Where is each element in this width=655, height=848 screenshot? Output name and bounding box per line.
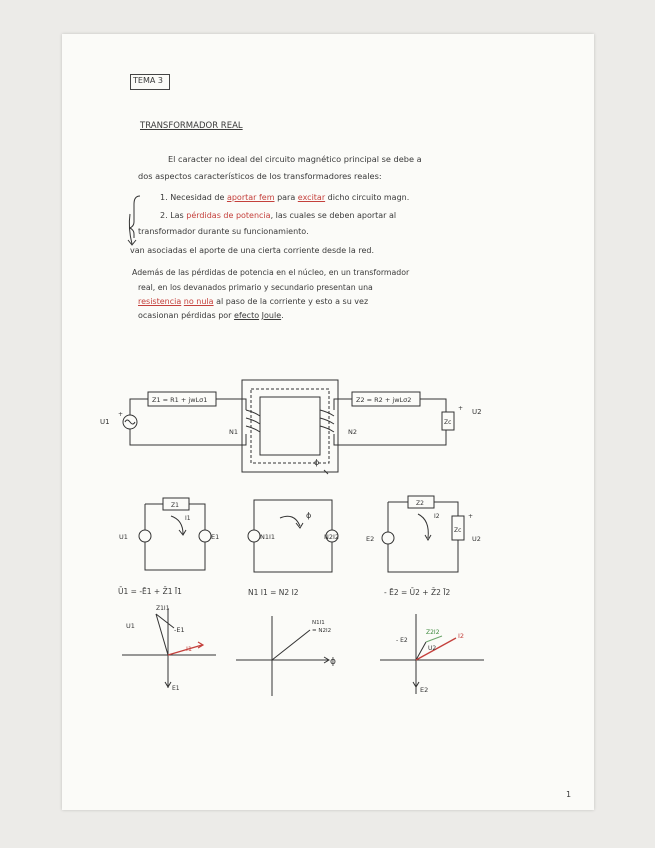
svg-text:-E1: -E1: [174, 626, 185, 634]
svg-text:- E2: - E2: [396, 637, 408, 644]
svg-text:+: +: [458, 405, 464, 412]
list-item-2-line-2: transformador durante su funcionamiento.: [138, 227, 309, 236]
equivalent-circuit-2: [238, 492, 348, 587]
svg-text:Zc: Zc: [454, 527, 462, 534]
svg-text:U2: U2: [472, 408, 482, 416]
svg-text:I2: I2: [434, 513, 440, 520]
svg-text:Z1 = R1 + jwLσ1: Z1 = R1 + jwLσ1: [152, 396, 208, 404]
list-item-2: 2. Las pérdidas de potencia, las cuales se deben aportar al: [160, 211, 397, 220]
phasor-diagram-1: [116, 600, 226, 700]
para2-line-1: Además de las pérdidas de potencia en el núcleo, en un transformador: [132, 268, 410, 277]
svg-text:Z2I2: Z2I2: [426, 629, 440, 636]
svg-text:N1I1: N1I1: [260, 533, 276, 541]
svg-text:U1: U1: [126, 622, 135, 630]
svg-text:N2I2: N2I2: [324, 533, 340, 541]
page-number: 1: [566, 790, 572, 799]
svg-text:E2: E2: [366, 535, 375, 543]
svg-text:E1: E1: [211, 533, 220, 541]
svg-text:E2: E2: [420, 686, 429, 694]
intro-line-2: dos aspectos característicos de los transformadores reales:: [138, 171, 382, 181]
topic-tag-text: TEMA 3: [133, 76, 163, 85]
para2-line-2: real, en los devanados primario y secundario presentan una: [138, 283, 373, 292]
svg-text:ϕ: ϕ: [314, 458, 320, 467]
equivalent-circuit-3: [360, 488, 500, 583]
para2-line-4: ocasionan pérdidas por efecto Joule.: [138, 311, 284, 320]
svg-text:U1: U1: [100, 418, 110, 426]
svg-text:Z1: Z1: [171, 502, 179, 509]
note-line: van asociadas el aporte de una cierta corriente desde la red.: [130, 246, 375, 255]
svg-text:I2: I2: [458, 632, 465, 640]
svg-text:U1: U1: [119, 533, 128, 541]
phasor-diagram-3: [376, 606, 496, 706]
para2-line-3: resistencia no nula al paso de la corriente y esto a su vez: [138, 297, 369, 306]
svg-text:Z2 = R2 + jwLσ2: Z2 = R2 + jwLσ2: [356, 396, 412, 404]
svg-text:Z1I1: Z1I1: [156, 605, 170, 612]
svg-text:N2: N2: [348, 428, 357, 436]
svg-text:N1I1: N1I1: [312, 620, 325, 626]
svg-text:I1: I1: [186, 645, 193, 653]
svg-text:+: +: [118, 411, 124, 418]
svg-text:I1: I1: [185, 515, 191, 522]
list-bracket: [124, 192, 154, 252]
page-title: TRANSFORMADOR REAL: [140, 121, 243, 131]
svg-text:N1: N1: [229, 428, 238, 436]
transformer-circuit: [96, 370, 496, 485]
svg-text:E1: E1: [172, 685, 180, 692]
svg-text:U2: U2: [428, 645, 437, 652]
intro-line-1: El caracter no ideal del circuito magnético principal se debe a: [168, 154, 422, 164]
svg-text:Zc: Zc: [444, 419, 452, 426]
phasor-diagram-2: [232, 608, 347, 708]
equivalent-circuit-1: [115, 490, 225, 585]
equation-2: N1 I1 = N2 I2: [248, 588, 299, 597]
svg-text:= N2I2: = N2I2: [312, 628, 332, 634]
equation-3: - Ē2 = Ū2 + Z̄2 Ī2: [384, 588, 451, 597]
svg-text:ϕ: ϕ: [306, 511, 312, 520]
svg-text:U2: U2: [472, 535, 481, 543]
svg-text:Z2: Z2: [416, 500, 424, 507]
list-item-1: 1. Necesidad de aportar fem para excitar dicho circuito magn.: [160, 193, 410, 202]
equation-1: Ū1 = -Ē1 + Z̄1 Ī1: [118, 587, 182, 596]
svg-text:ϕ: ϕ: [330, 657, 336, 667]
svg-text:+: +: [468, 513, 474, 520]
